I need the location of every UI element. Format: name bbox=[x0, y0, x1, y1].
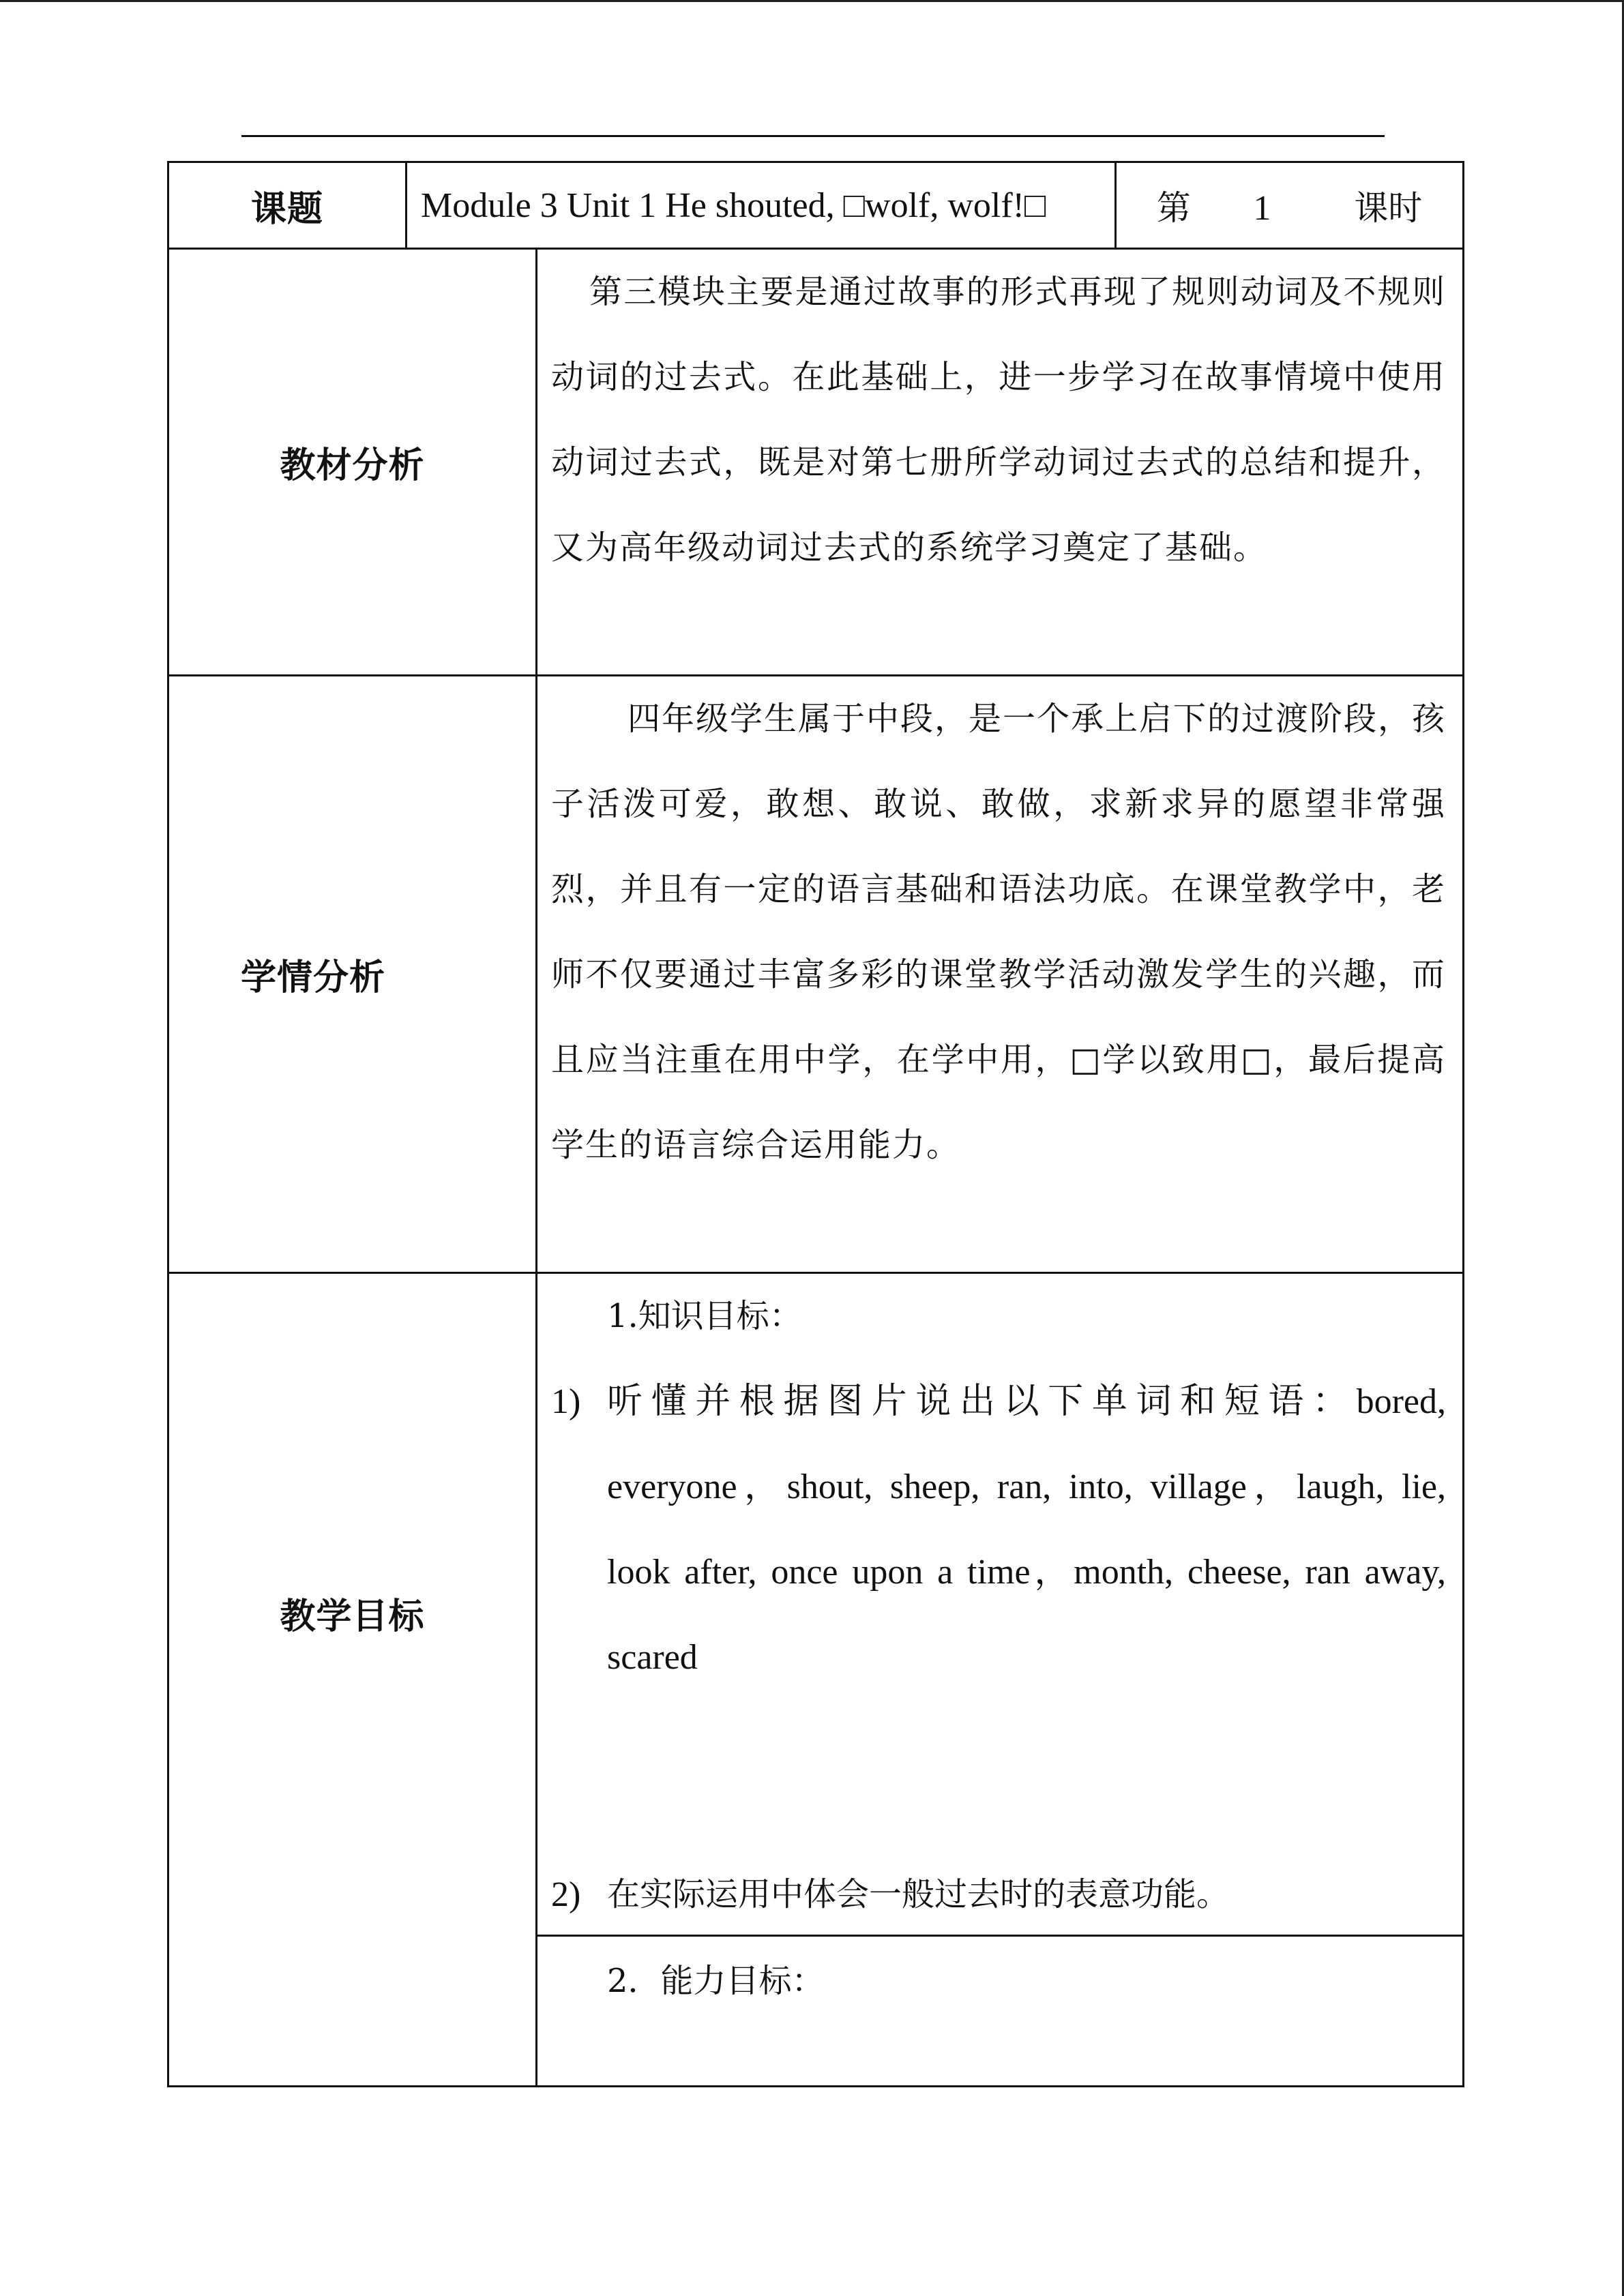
title-value-cell bbox=[421, 163, 1110, 248]
goals-label-cell bbox=[169, 1274, 535, 2085]
table-line bbox=[535, 248, 537, 2087]
student-analysis-text: 四年级学生属于中段，是一个承上启下的过渡阶段，孩子活泼可爱，敢想、敢说、敢做，求新求异的愿望非常强烈，并且有一定的语言基础和语法功底。在课堂教学中，老师不仅要通过丰富多彩的课堂教学活动激发学生的兴趣，而且应当注重在用中学，在学中用，□学以致用□，最后提高学生的语言综合运用能力。 bbox=[551, 700, 1447, 1164]
header-rule bbox=[241, 135, 1385, 137]
ability-goal-heading: 2．能力目标： bbox=[607, 1962, 825, 2000]
teaching-goals-label: 教学目标 bbox=[280, 1596, 425, 1637]
lesson-title: Module 3 Unit 1 He shouted, □wolf, wolf!□ bbox=[421, 185, 1046, 225]
lesson-period-cell bbox=[1117, 163, 1462, 248]
material-analysis-text: 第三模块主要是通过故事的形式再现了规则动词及不规则动词的过去式。在此基础上，进一步学习在故事情境中使用动词过去式，既是对第七册所学动词过去式的总结和提升，又为高年级动词过去式的系统学习奠定了基础。 bbox=[551, 273, 1446, 567]
table-line bbox=[167, 2085, 1464, 2087]
lesson-plan-table bbox=[167, 161, 1464, 2087]
goal-item-number: 1) bbox=[551, 1382, 581, 1421]
table-line bbox=[1462, 161, 1464, 2087]
goal-item-1-text: 听懂并根据图片说出以下单词和短语：bored, everyone，shout, sheep, ran, into, village，laugh, lie, look after, once upon a time，month, cheese, ran away, scared bbox=[607, 1382, 1446, 1677]
goal-item-text bbox=[607, 1359, 1446, 1700]
knowledge-goal-heading: 1.知识目标： bbox=[607, 1297, 802, 1335]
title-label-cell bbox=[169, 163, 405, 248]
lesson-suffix: 课时 bbox=[1354, 188, 1423, 228]
student-analysis-label: 学情分析 bbox=[241, 957, 386, 998]
page-edge-top bbox=[0, 0, 1624, 2]
students-label-cell bbox=[169, 676, 535, 1272]
title-label: 课题 bbox=[250, 188, 323, 230]
goal-item-2-text: 在实际运用中体会一般过去时的表意功能。 bbox=[607, 1875, 1230, 1913]
goal-item-number: 2) bbox=[551, 1875, 581, 1914]
lesson-prefix: 第 bbox=[1156, 188, 1191, 228]
material-analysis-label: 教材分析 bbox=[280, 445, 425, 486]
material-label-cell bbox=[169, 250, 535, 674]
table-line bbox=[405, 161, 407, 250]
lesson-number: 1 bbox=[1253, 189, 1271, 228]
